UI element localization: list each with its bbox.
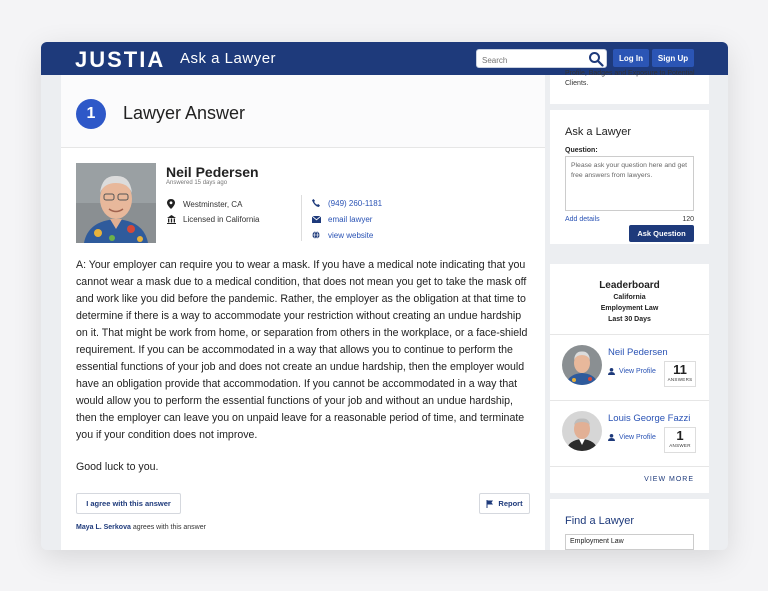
agreement-note bbox=[76, 524, 206, 531]
leaderboard-state: California bbox=[613, 294, 646, 301]
view-profile-link[interactable] bbox=[608, 434, 656, 441]
search-input[interactable] bbox=[477, 52, 588, 69]
view-website-label[interactable]: view website bbox=[328, 230, 374, 240]
browser-frame bbox=[41, 42, 728, 550]
promo-text: Profile, Badges and Exposure to Potential Clients. bbox=[565, 70, 695, 87]
person-icon bbox=[608, 368, 615, 375]
email-lawyer-label[interactable]: email lawyer bbox=[328, 214, 373, 224]
location-pin-icon bbox=[166, 199, 176, 209]
ask-a-lawyer-card bbox=[550, 110, 709, 244]
answer-count-number: 11 bbox=[673, 362, 687, 377]
leaderboard-card bbox=[550, 264, 709, 493]
phone-icon bbox=[311, 198, 321, 208]
search-icon[interactable] bbox=[588, 51, 604, 67]
practice-area-field[interactable]: Employment Law bbox=[565, 534, 694, 550]
answer-header bbox=[61, 75, 545, 148]
view-profile-link[interactable] bbox=[608, 368, 656, 375]
leaderboard-period: Last 30 Days bbox=[608, 316, 651, 323]
lawyer-location bbox=[166, 199, 242, 209]
answer-count-unit: ANSWER bbox=[669, 443, 691, 448]
lawyer-license bbox=[166, 214, 260, 224]
answer-body bbox=[76, 257, 531, 444]
answer-count-unit: ANSWERS bbox=[667, 377, 693, 382]
find-a-lawyer-card bbox=[550, 499, 709, 550]
view-more-link[interactable]: VIEW MORE bbox=[644, 476, 694, 483]
view-profile-label[interactable]: View Profile bbox=[619, 368, 656, 375]
login-button[interactable]: Log In bbox=[613, 49, 649, 67]
avatar[interactable] bbox=[562, 345, 602, 385]
leaderboard-area: Employment Law bbox=[600, 305, 659, 312]
character-count: 120 bbox=[682, 216, 694, 223]
signup-button[interactable]: Sign Up bbox=[652, 49, 694, 67]
email-lawyer-link[interactable] bbox=[311, 214, 372, 224]
answer-title: Lawyer Answer bbox=[123, 103, 246, 123]
leaderboard-entry bbox=[550, 400, 709, 467]
report-button[interactable] bbox=[479, 493, 530, 514]
add-details-link[interactable]: Add details bbox=[565, 216, 600, 223]
agree-button[interactable]: I agree with this answer bbox=[76, 493, 181, 514]
meta-divider bbox=[301, 195, 302, 241]
leaderboard-name[interactable]: Louis George Fazzi bbox=[608, 413, 691, 424]
search-box bbox=[476, 49, 607, 68]
profile-promo-card bbox=[550, 70, 709, 104]
courthouse-icon bbox=[166, 214, 176, 224]
license-text: Licensed in California bbox=[183, 214, 260, 224]
globe-icon bbox=[311, 230, 321, 240]
view-website-link[interactable] bbox=[311, 230, 373, 240]
view-more-row bbox=[550, 466, 709, 494]
ask-a-lawyer-title[interactable]: Ask a Lawyer bbox=[180, 50, 277, 67]
flag-icon bbox=[486, 500, 494, 508]
leaderboard-title: Leaderboard bbox=[599, 280, 660, 291]
ask-question-button[interactable]: Ask Question bbox=[629, 225, 694, 242]
ask-card-title: Ask a Lawyer bbox=[565, 126, 632, 138]
answer-count-number: 1 bbox=[676, 428, 684, 443]
leaderboard-name[interactable]: Neil Pedersen bbox=[608, 347, 668, 358]
lawyer-name[interactable]: Neil Pedersen bbox=[166, 164, 259, 180]
answer-number-badge: 1 bbox=[76, 99, 106, 129]
answered-time: Answered 15 days ago bbox=[166, 180, 228, 186]
person-icon bbox=[608, 434, 615, 441]
answer-count bbox=[664, 361, 696, 387]
avatar[interactable] bbox=[562, 411, 602, 451]
answer-panel bbox=[61, 75, 545, 550]
view-profile-label[interactable]: View Profile bbox=[619, 434, 656, 441]
report-label[interactable]: Report bbox=[498, 499, 523, 508]
find-lawyer-title: Find a Lawyer bbox=[565, 515, 635, 527]
question-label: Question: bbox=[565, 147, 598, 154]
agreeing-lawyer-name[interactable]: Maya L. Serkova bbox=[76, 524, 131, 531]
envelope-icon bbox=[311, 214, 321, 224]
lawyer-phone[interactable] bbox=[311, 198, 382, 208]
location-text: Westminster, CA bbox=[183, 199, 243, 209]
answer-paragraph: A: Your employer can require you to wear a mask. If you have a medical note indicating that you cannot wear a mask due to a medical condition, that does not mean you get to take the mask off and work like you did before the pandemic. Rather, the employer as the obligation at that time to determine if there is a way to accommodate your restriction without creating an undue hardship on it. That might be work from home, or separation from others in the workplace, or a face-shield requirement. If you can be accommodated in a way that allows you to continue to perform the essential functions of your job and does not create an undue hardship, then the employer would have an obligation provide that accommodation. If you cannot be accommodated in a way that would allow you to perform the essential functions of your job and without an undue hardship, then the employer can leave you on unpaid leave for a reasonable period of time, and terminate you if your condition does not improve. bbox=[76, 259, 528, 441]
leaderboard-entry bbox=[550, 334, 709, 401]
answer-count bbox=[664, 427, 696, 453]
agrees-text: agrees with this answer bbox=[130, 524, 206, 531]
phone-number[interactable]: (949) 260-1181 bbox=[328, 198, 383, 208]
lawyer-photo[interactable] bbox=[76, 163, 156, 243]
question-textarea[interactable]: Please ask your question here and get free answers from lawyers. bbox=[565, 156, 694, 211]
justia-logo[interactable]: JUSTIA bbox=[75, 47, 166, 72]
answer-closing: Good luck to you. bbox=[76, 461, 159, 473]
